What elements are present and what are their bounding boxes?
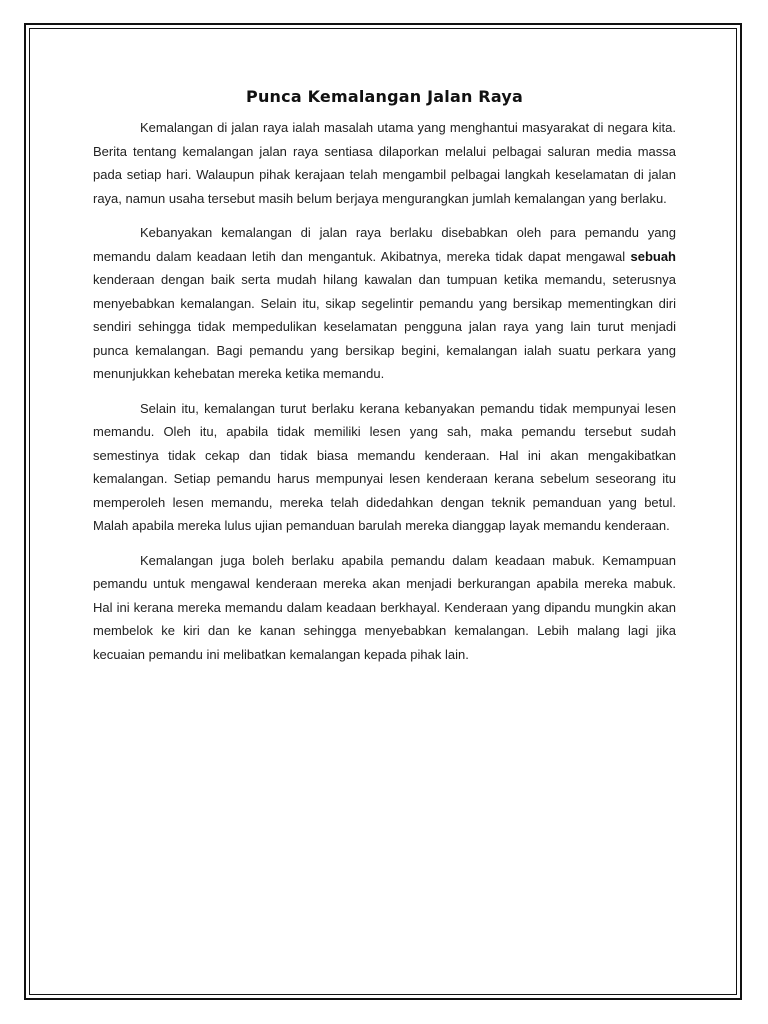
paragraph-2: [93, 221, 676, 386]
paragraph-2-text-start: Kebanyakan kemalangan di jalan raya berlaku disebabkan oleh para pemandu yang memandu dalam keadaan letih dan mengantuk. Akibatnya, mereka tidak dapat mengawal: [93, 225, 676, 264]
document-body: [93, 86, 676, 677]
document-title: Punca Kemalangan Jalan Raya: [246, 87, 523, 106]
paragraph-1: Kemalangan di jalan raya ialah masalah utama yang menghantui masyarakat di negara kita. Berita tentang kemalangan jalan raya sentiasa dilaporkan melalui pelbagai saluran media massa pada setiap hari. Walaupun pihak kerajaan telah mengambil pelbagai langkah keselamatan di jalan raya, namun usaha tersebut masih belum berjaya mengurangkan jumlah kemalangan yang berlaku.: [93, 120, 676, 206]
paragraph-4: Kemalangan juga boleh berlaku apabila pemandu dalam keadaan mabuk. Kemampuan pemandu untuk mengawal kenderaan mereka akan menjadi berkurangan apabila mereka mabuk. Hal ini kerana mereka memandu dalam keadaan berkhayal. Kenderaan yang dipandu mungkin akan membelok ke kiri dan ke kanan sehingga menyebabkan kemalangan. Lebih malang lagi jika kecuaian pemandu ini melibatkan kemalangan kepada pihak lain.: [93, 552, 676, 662]
paragraph-3: Selain itu, kemalangan turut berlaku kerana kebanyakan pemandu tidak mempunyai lesen memandu. Oleh itu, apabila tidak memiliki lesen yang sah, maka pemandu tersebut sudah semestinya tidak cekap dan tidak biasa memandu kenderaan. Hal ini akan mengakibatkan kemalangan. Setiap pemandu harus mempunyai lesen kenderaan kerana sebelum seseorang itu memperoleh lesen memandu, mereka telah didedahkan dengan teknik pemanduan yang betul. Malah apabila mereka lulus ujian pemanduan barulah mereka dianggap layak memandu kenderaan.: [93, 400, 676, 533]
paragraph-2-text-end: kenderaan dengan baik serta mudah hilang kawalan dan tumpuan ketika memandu, seterusnya menyebabkan kemalangan. Selain itu, sikap segelintir pemandu yang bersikap mementingkan diri sendiri sehingga tidak mempedulikan keselamatan pengguna jalan raya yang lain turut menjadi punca kemalangan. Bagi pemandu yang bersikap begini, kemalangan ialah suatu perkara yang menunjukkan kehebatan mereka ketika memandu.: [93, 272, 676, 381]
paragraph-2-bold-word: sebuah: [630, 248, 676, 264]
